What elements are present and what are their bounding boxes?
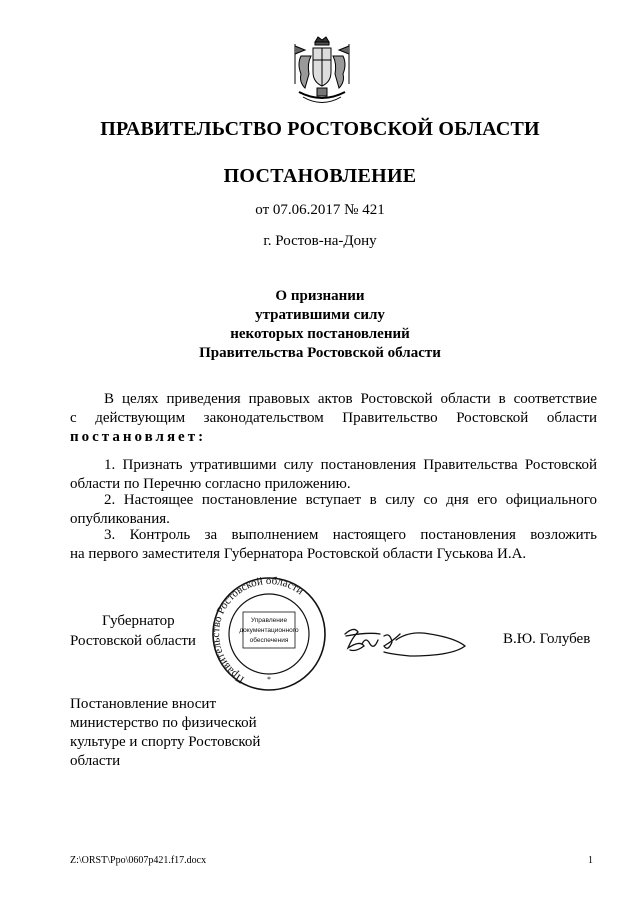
stamp-center-line: документационного	[239, 627, 299, 634]
footer-file-path: Z:\ORST\Ppo\0607p421.f17.docx	[70, 855, 207, 866]
title-line: Правительства Ростовской области	[199, 345, 441, 361]
signatory-name: В.Ю. Голубев	[503, 631, 591, 647]
item-line: 1. Признать утратившими силу постановления Правительства Ростовской	[104, 457, 597, 473]
item-line: области по Перечню согласно приложению.	[70, 476, 351, 492]
position-line: Ростовской области	[70, 633, 196, 649]
note-line: министерство по физической	[70, 715, 257, 731]
item-line: 2. Настоящее постановление вступает в силу со дня его официального	[104, 492, 597, 508]
signatory-position	[70, 611, 196, 651]
stamp-center-line: Управление	[250, 617, 288, 624]
item-line: 3. Контроль за выполнением настоящего постановления возложить	[104, 527, 597, 543]
note-line: области	[70, 753, 121, 769]
page-number: 1	[588, 855, 593, 866]
stamp-center-line: обеспечения	[249, 637, 289, 644]
title-line: утратившими силу	[255, 307, 385, 323]
item-line: на первого заместителя Губернатора Ростовской области Гуськова И.А.	[70, 546, 527, 562]
preamble-verb: постановляет:	[70, 429, 207, 445]
title-line: некоторых постановлений	[230, 326, 410, 342]
stamp-ring-text: Правительство Ростовской области	[210, 576, 306, 686]
item-1	[70, 456, 597, 494]
document-city: г. Ростов-на-Дону	[263, 233, 377, 249]
item-3	[70, 526, 597, 564]
preamble-line: с действующим законодательством Правительство Ростовской области	[70, 410, 597, 426]
handwritten-signature	[340, 622, 475, 662]
preamble	[70, 390, 597, 447]
title-line: О признании	[275, 288, 365, 304]
note-line: культуре и спорту Ростовской	[70, 734, 261, 750]
submitter-note	[70, 695, 260, 771]
document-title	[0, 287, 640, 363]
note-line: Постановление вносит	[70, 696, 217, 712]
document-type: ПОСТАНОВЛЕНИЕ	[223, 165, 417, 187]
preamble-line: В целях приведения правовых актов Ростовской области в соответствие	[104, 391, 597, 407]
coat-of-arms-emblem	[291, 34, 353, 110]
item-line: опубликования.	[70, 511, 170, 527]
item-2	[70, 491, 597, 529]
document-date-number: от 07.06.2017 № 421	[255, 202, 385, 218]
government-name: ПРАВИТЕЛЬСТВО РОСТОВСКОЙ ОБЛАСТИ	[100, 118, 540, 140]
position-line: Губернатор	[102, 613, 175, 629]
stamp-star: *	[267, 675, 271, 684]
official-stamp	[203, 576, 335, 692]
